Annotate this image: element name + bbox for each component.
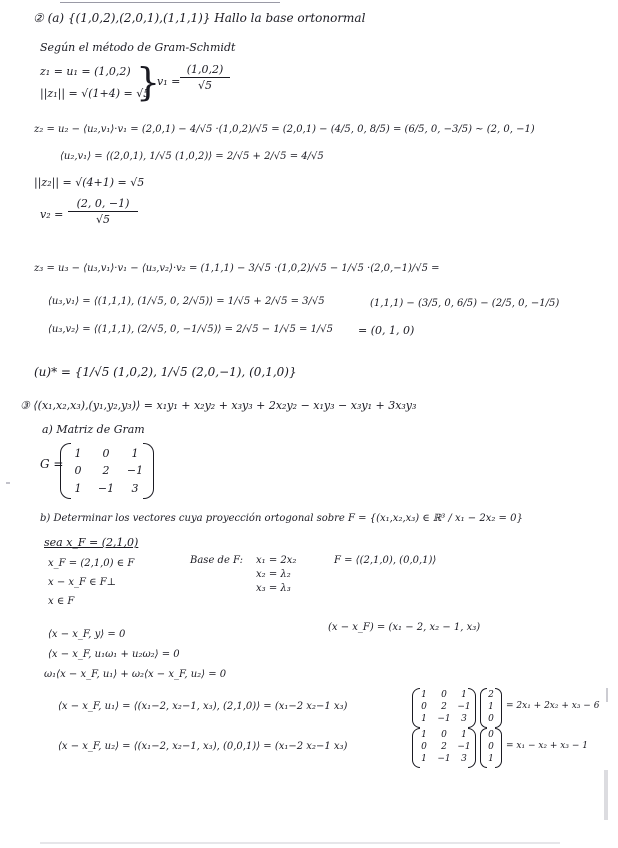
ex2-v1-num: (1,0,2): [186, 63, 224, 76]
m2-31: 1: [421, 754, 427, 764]
m2-32: −1: [437, 754, 451, 764]
ex3-header: ③ ⟨(x₁,x₂,x₃),(y₁,y₂,y₃)⟩ = x₁y₁ + x₂y₂ + x₃y₃ + 2x₂y₂ − x₁y₃ − x₃y₁ + 3x₃y₃: [20, 399, 417, 412]
bottom-dots: [40, 842, 560, 844]
ex3-sea: sea x_F = (2,1,0): [44, 536, 139, 549]
ex3-base1: x₁ = 2x₂: [256, 555, 297, 566]
m1-22: 2: [441, 702, 447, 712]
ex2-v2-label: v₂ =: [40, 208, 64, 221]
m2-33: 3: [461, 754, 467, 764]
ex3-ip1-right: = 2x₁ + 2x₂ + x₃ − 6: [506, 701, 600, 711]
ex3-base-label: Base de F:: [190, 555, 243, 566]
m1-13: 1: [461, 690, 467, 700]
ex2-norm-z2: ||z₂|| = √(4+1) = √5: [34, 176, 145, 189]
ex2-dot-u3v1: ⟨u₃,v₁⟩ = ⟨(1,1,1), (1/√5, 0, 2/√5)⟩ = 1/√5 + 2/√5 = 3/√5: [48, 296, 325, 307]
ex2-result: (u)* = {1/√5 (1,0,2), 1/√5 (2,0,−1), (0,1,0)}: [34, 365, 297, 379]
ex3-ip1-left: ⟨x − x_F, u₁⟩ = ⟨(x₁−2, x₂−1, x₃), (2,1,0)⟩ = (x₁−2 x₂−1 x₃): [58, 701, 348, 712]
ex2-header: ② (a) {(1,0,2),(2,0,1),(1,1,1)} Hallo la base ortonormal: [33, 11, 366, 25]
m1-23: −1: [457, 702, 471, 712]
u1-3: 0: [488, 714, 494, 724]
ex3-base3: x₃ = λ₃: [256, 583, 291, 594]
u1-2: 1: [488, 702, 494, 712]
ex3-a-label: a) Matriz de Gram: [42, 423, 145, 436]
u2-2: 0: [488, 742, 494, 752]
ex3-diff: (x − x_F) = (x₁ − 2, x₂ − 1, x₃): [328, 622, 481, 633]
m1-33: 3: [461, 714, 467, 724]
top-border-scan: [60, 2, 280, 3]
m2-22: 2: [441, 742, 447, 752]
scan-mark-right-2: [604, 770, 608, 820]
m2-12: 0: [441, 730, 447, 740]
ex3-xF: x_F = (2,1,0) ∈ F: [48, 558, 135, 569]
ex2-z3-right1: (1,1,1) − (3/5, 0, 6/5) − (2/5, 0, −1/5): [370, 298, 560, 309]
ex2-v2-num: (2, 0, −1): [76, 197, 130, 210]
m2-11: 1: [421, 730, 427, 740]
ex3-G-label: G =: [40, 457, 64, 471]
ex2-v1-den: √5: [197, 79, 212, 92]
ex2-z1: z₁ = u₁ = (1,0,2): [40, 65, 131, 78]
u2-3: 1: [488, 754, 494, 764]
u1-1: 2: [488, 690, 494, 700]
ex3-eq2: ⟨x − x_F, u₁ω₁ + u₂ω₂⟩ = 0: [48, 649, 180, 660]
ex3-base2: x₂ = λ₂: [256, 569, 291, 580]
g-13: 1: [131, 447, 139, 460]
ex2-norm-z1: ||z₁|| = √(1+4) = √5: [40, 87, 151, 100]
ex3-ip2-left: ⟨x − x_F, u₂⟩ = ⟨(x₁−2, x₂−1, x₃), (0,0,1)⟩ = (x₁−2 x₂−1 x₃): [58, 741, 348, 752]
scan-mark-right-1: [606, 688, 608, 702]
inner-matrix-2: [412, 728, 476, 768]
g-31: 1: [74, 482, 82, 495]
m1-32: −1: [437, 714, 451, 724]
gram-matrix: [60, 443, 154, 499]
ex2-v2-den: √5: [95, 213, 110, 226]
inner-matrix-1: [412, 688, 476, 728]
g-21: 0: [74, 464, 82, 477]
ex2-v1-label: v₁ =: [157, 75, 181, 88]
ex3-F-span: F = ⟨(2,1,0), (0,0,1)⟩: [334, 555, 437, 566]
vector-u1: [480, 688, 502, 728]
ex3-eq1: ⟨x − x_F, y⟩ = 0: [48, 629, 126, 640]
ex3-x-in-F: x ∈ F: [48, 596, 75, 607]
m1-11: 1: [421, 690, 427, 700]
ex2-method: Según el método de Gram-Schmidt: [40, 41, 236, 54]
m2-23: −1: [457, 742, 471, 752]
ex3-ip2-right: = x₁ − x₂ + x₃ − 1: [506, 741, 588, 751]
ex2-dot-u2v1: ⟨u₂,v₁⟩ = ⟨(2,0,1), 1/√5 (1,0,2)⟩ = 2/√5 + 2/√5 = 4/√5: [60, 151, 324, 162]
ex2-v2-fraction: [68, 198, 138, 225]
right-brace: }: [136, 60, 161, 104]
u2-1: 0: [488, 730, 494, 740]
g-22: 2: [102, 464, 110, 477]
ex3-x-minus-xF: x − x_F ∈ F⊥: [48, 577, 117, 588]
vector-u2: [480, 728, 502, 768]
g-11: 1: [74, 447, 82, 460]
ex2-z2-line: z₂ = u₂ − ⟨u₂,v₁⟩·v₁ = (2,0,1) − 4/√5 ·(1,0,2)/√5 = (2,0,1) − (4/5, 0, 8/5) = (6/5, 0, −3/5) ~ (2, 0, −1): [34, 124, 535, 135]
ex2-dot-u3v2: ⟨u₃,v₂⟩ = ⟨(1,1,1), (2/√5, 0, −1/√5)⟩ = 2/√5 − 1/√5 = 1/√5: [48, 324, 334, 335]
ex2-z3-right2: = (0, 1, 0): [358, 324, 415, 337]
g-33: 3: [131, 482, 139, 495]
g-12: 0: [102, 447, 110, 460]
ex3-eq3: ω₁⟨x − x_F, u₁⟩ + ω₂⟨x − x_F, u₂⟩ = 0: [44, 669, 227, 680]
g-23: −1: [126, 464, 144, 477]
g-32: −1: [97, 482, 115, 495]
m2-21: 0: [421, 742, 427, 752]
m1-31: 1: [421, 714, 427, 724]
m1-12: 0: [441, 690, 447, 700]
m2-13: 1: [461, 730, 467, 740]
ex2-v1-fraction: [180, 64, 230, 91]
scan-mark-left: [6, 482, 10, 484]
m1-21: 0: [421, 702, 427, 712]
ex3-b-label: b) Determinar los vectores cuya proyección ortogonal sobre F = {(x₁,x₂,x₃) ∈ ℝ³ / x₁ − 2x₂ = 0}: [40, 513, 523, 524]
ex2-z3-line: z₃ = u₃ − ⟨u₃,v₁⟩·v₁ − ⟨u₃,v₂⟩·v₂ = (1,1,1) − 3/√5 ·(1,0,2)/√5 − 1/√5 ·(2,0,−1)/√5 =: [34, 263, 440, 274]
